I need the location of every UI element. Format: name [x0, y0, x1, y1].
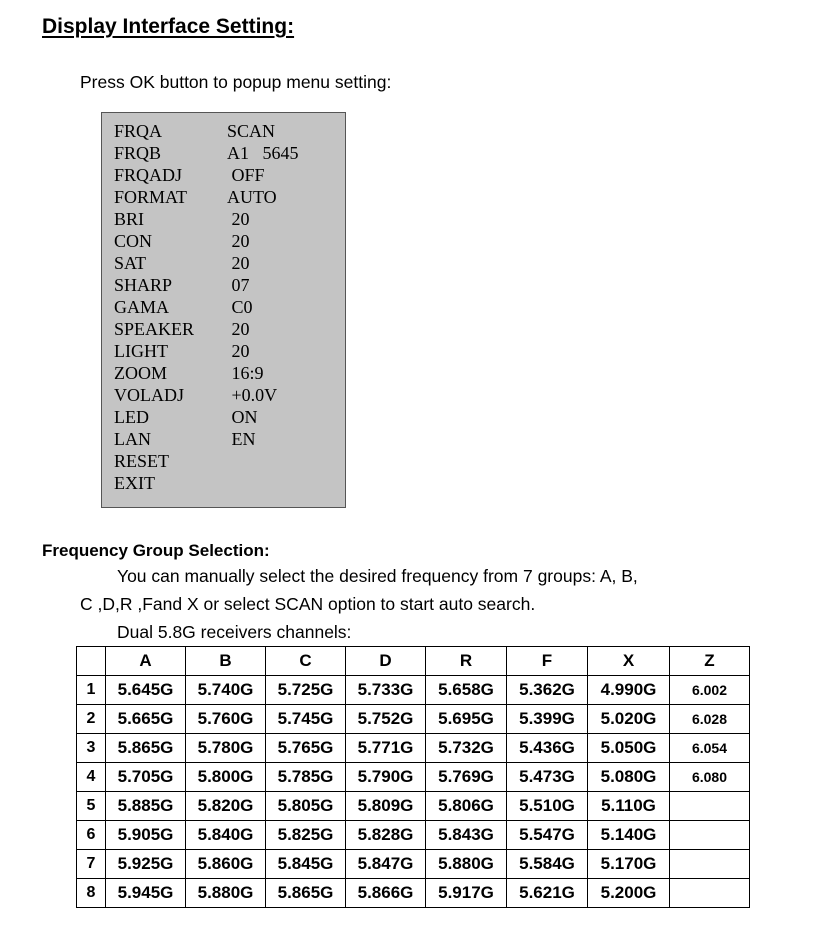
table-cell: 6.054: [670, 734, 750, 763]
menu-item-key: EXIT: [114, 473, 155, 493]
table-row: [77, 850, 750, 879]
table-cell: 5.769G: [426, 763, 507, 792]
menu-item-key: SHARP: [114, 275, 173, 295]
section-paragraph-line-2: C ,D,R ,Fand X or select SCAN option to start auto search.: [80, 594, 536, 614]
row-number-cell: 6: [77, 821, 106, 850]
table-cell: [670, 821, 750, 850]
menu-item: [114, 318, 250, 340]
menu-item-value: 20: [227, 319, 250, 339]
table-cell: 5.785G: [266, 763, 346, 792]
menu-item-value: OFF: [227, 165, 265, 185]
table-cell: 5.917G: [426, 879, 507, 908]
table-body: [77, 676, 750, 908]
menu-item: [114, 164, 265, 186]
menu-item: [114, 274, 250, 296]
menu-item: [114, 252, 250, 274]
table-row: [77, 821, 750, 850]
table-cell: 5.865G: [266, 879, 346, 908]
menu-item-value: ON: [227, 407, 258, 427]
table-cell: 5.473G: [507, 763, 588, 792]
table-cell: 5.170G: [588, 850, 670, 879]
table-cell: 5.880G: [186, 879, 266, 908]
table-cell: 6.028: [670, 705, 750, 734]
column-header: B: [186, 647, 266, 676]
table-cell: 4.990G: [588, 676, 670, 705]
menu-item: [114, 208, 250, 230]
table-cell: 5.880G: [426, 850, 507, 879]
menu-item: [114, 450, 227, 472]
table-cell: 5.771G: [346, 734, 426, 763]
menu-item-value: 20: [227, 209, 250, 229]
menu-item-value: SCAN: [227, 121, 276, 141]
menu-item-key: SAT: [114, 253, 147, 273]
table-cell: 5.020G: [588, 705, 670, 734]
table-cell: 5.809G: [346, 792, 426, 821]
column-header: C: [266, 647, 346, 676]
table-cell: 5.806G: [426, 792, 507, 821]
menu-item-value: 20: [227, 341, 250, 361]
menu-item-key: BRI: [114, 209, 145, 229]
menu-item: [114, 362, 264, 384]
section-paragraph-line-3: Dual 5.8G receivers channels:: [117, 622, 352, 642]
table-cell: 5.399G: [507, 705, 588, 734]
table-cell: 5.658G: [426, 676, 507, 705]
column-header: D: [346, 647, 426, 676]
table-cell: 5.584G: [507, 850, 588, 879]
menu-item-key: VOLADJ: [114, 385, 184, 405]
table-cell: 5.805G: [266, 792, 346, 821]
corner-cell: [77, 647, 106, 676]
table-cell: 5.740G: [186, 676, 266, 705]
table-cell: 5.860G: [186, 850, 266, 879]
table-cell: [670, 792, 750, 821]
table-cell: 5.840G: [186, 821, 266, 850]
table-cell: 5.645G: [106, 676, 186, 705]
table-cell: 5.865G: [106, 734, 186, 763]
intro-text: Press OK button to popup menu setting:: [80, 72, 392, 92]
menu-item-key: LIGHT: [114, 341, 168, 361]
menu-item: [114, 142, 299, 164]
menu-item-value: A1 5645: [227, 143, 299, 163]
table-cell: 5.800G: [186, 763, 266, 792]
table-cell: 5.547G: [507, 821, 588, 850]
table-cell: 5.765G: [266, 734, 346, 763]
table-cell: 5.140G: [588, 821, 670, 850]
menu-item-key: FRQA: [114, 121, 163, 141]
menu-item-key: SPEAKER: [114, 319, 195, 339]
table-cell: 5.847G: [346, 850, 426, 879]
menu-item-value: 16:9: [227, 363, 264, 383]
menu-item: [114, 384, 277, 406]
menu-item-value: AUTO: [227, 187, 277, 207]
menu-item-key: FRQB: [114, 143, 162, 163]
column-header: R: [426, 647, 507, 676]
column-header: F: [507, 647, 588, 676]
table-cell: 5.362G: [507, 676, 588, 705]
menu-item-key: RESET: [114, 451, 170, 471]
table-cell: 5.732G: [426, 734, 507, 763]
table-row: [77, 734, 750, 763]
table-row: [77, 705, 750, 734]
table-cell: 5.733G: [346, 676, 426, 705]
table-cell: 5.725G: [266, 676, 346, 705]
table-cell: 5.745G: [266, 705, 346, 734]
menu-item: [114, 186, 277, 208]
table-cell: 5.621G: [507, 879, 588, 908]
table-cell: 5.780G: [186, 734, 266, 763]
table-cell: 5.705G: [106, 763, 186, 792]
table-cell: 5.845G: [266, 850, 346, 879]
page-title: Display Interface Setting:: [42, 15, 295, 38]
table-row: [77, 763, 750, 792]
table-cell: 5.050G: [588, 734, 670, 763]
row-number-cell: 3: [77, 734, 106, 763]
table-cell: 5.925G: [106, 850, 186, 879]
menu-item-key: FRQADJ: [114, 165, 183, 185]
table-cell: 5.436G: [507, 734, 588, 763]
table-cell: 5.885G: [106, 792, 186, 821]
table-row: [77, 792, 750, 821]
menu-item: [114, 406, 258, 428]
menu-item-key: LAN: [114, 429, 151, 449]
table-cell: 5.905G: [106, 821, 186, 850]
osd-menu-panel: [101, 112, 346, 508]
row-number-cell: 2: [77, 705, 106, 734]
column-header: Z: [670, 647, 750, 676]
row-number-cell: 4: [77, 763, 106, 792]
table-cell: 5.828G: [346, 821, 426, 850]
column-header: A: [106, 647, 186, 676]
table-cell: 5.820G: [186, 792, 266, 821]
table-cell: 5.200G: [588, 879, 670, 908]
table-cell: [670, 879, 750, 908]
section-paragraph-line-1: You can manually select the desired frequency from 7 groups: A, B,: [117, 566, 638, 586]
table-cell: 5.695G: [426, 705, 507, 734]
menu-item-key: FORMAT: [114, 187, 188, 207]
menu-item-value: 07: [227, 275, 250, 295]
table-cell: 5.760G: [186, 705, 266, 734]
table-header-row: [77, 647, 750, 676]
table-cell: 5.665G: [106, 705, 186, 734]
menu-item-key: GAMA: [114, 297, 170, 317]
table-cell: 5.825G: [266, 821, 346, 850]
table-cell: 5.843G: [426, 821, 507, 850]
menu-item-value: C0: [227, 297, 253, 317]
menu-item-key: ZOOM: [114, 363, 167, 383]
menu-item: [114, 340, 250, 362]
section-title: Frequency Group Selection:: [42, 541, 270, 560]
row-number-cell: 8: [77, 879, 106, 908]
table-cell: 5.752G: [346, 705, 426, 734]
row-number-cell: 1: [77, 676, 106, 705]
menu-item: [114, 120, 275, 142]
table-cell: 5.110G: [588, 792, 670, 821]
table-cell: 6.002: [670, 676, 750, 705]
menu-item-value: 20: [227, 231, 250, 251]
column-header: X: [588, 647, 670, 676]
menu-item: [114, 428, 256, 450]
menu-item-value: EN: [227, 429, 256, 449]
menu-item-value: +0.0V: [227, 385, 278, 405]
table-row: [77, 879, 750, 908]
menu-item-value: 20: [227, 253, 250, 273]
table-cell: 5.080G: [588, 763, 670, 792]
row-number-cell: 5: [77, 792, 106, 821]
table-cell: [670, 850, 750, 879]
table-cell: 5.945G: [106, 879, 186, 908]
frequency-table: [76, 646, 750, 908]
table-cell: 5.866G: [346, 879, 426, 908]
menu-item: [114, 472, 227, 494]
menu-item: [114, 296, 253, 318]
row-number-cell: 7: [77, 850, 106, 879]
menu-item-key: CON: [114, 231, 153, 251]
menu-item-key: LED: [114, 407, 149, 427]
table-row: [77, 676, 750, 705]
menu-item: [114, 230, 250, 252]
table-cell: 5.790G: [346, 763, 426, 792]
table-cell: 5.510G: [507, 792, 588, 821]
table-cell: 6.080: [670, 763, 750, 792]
